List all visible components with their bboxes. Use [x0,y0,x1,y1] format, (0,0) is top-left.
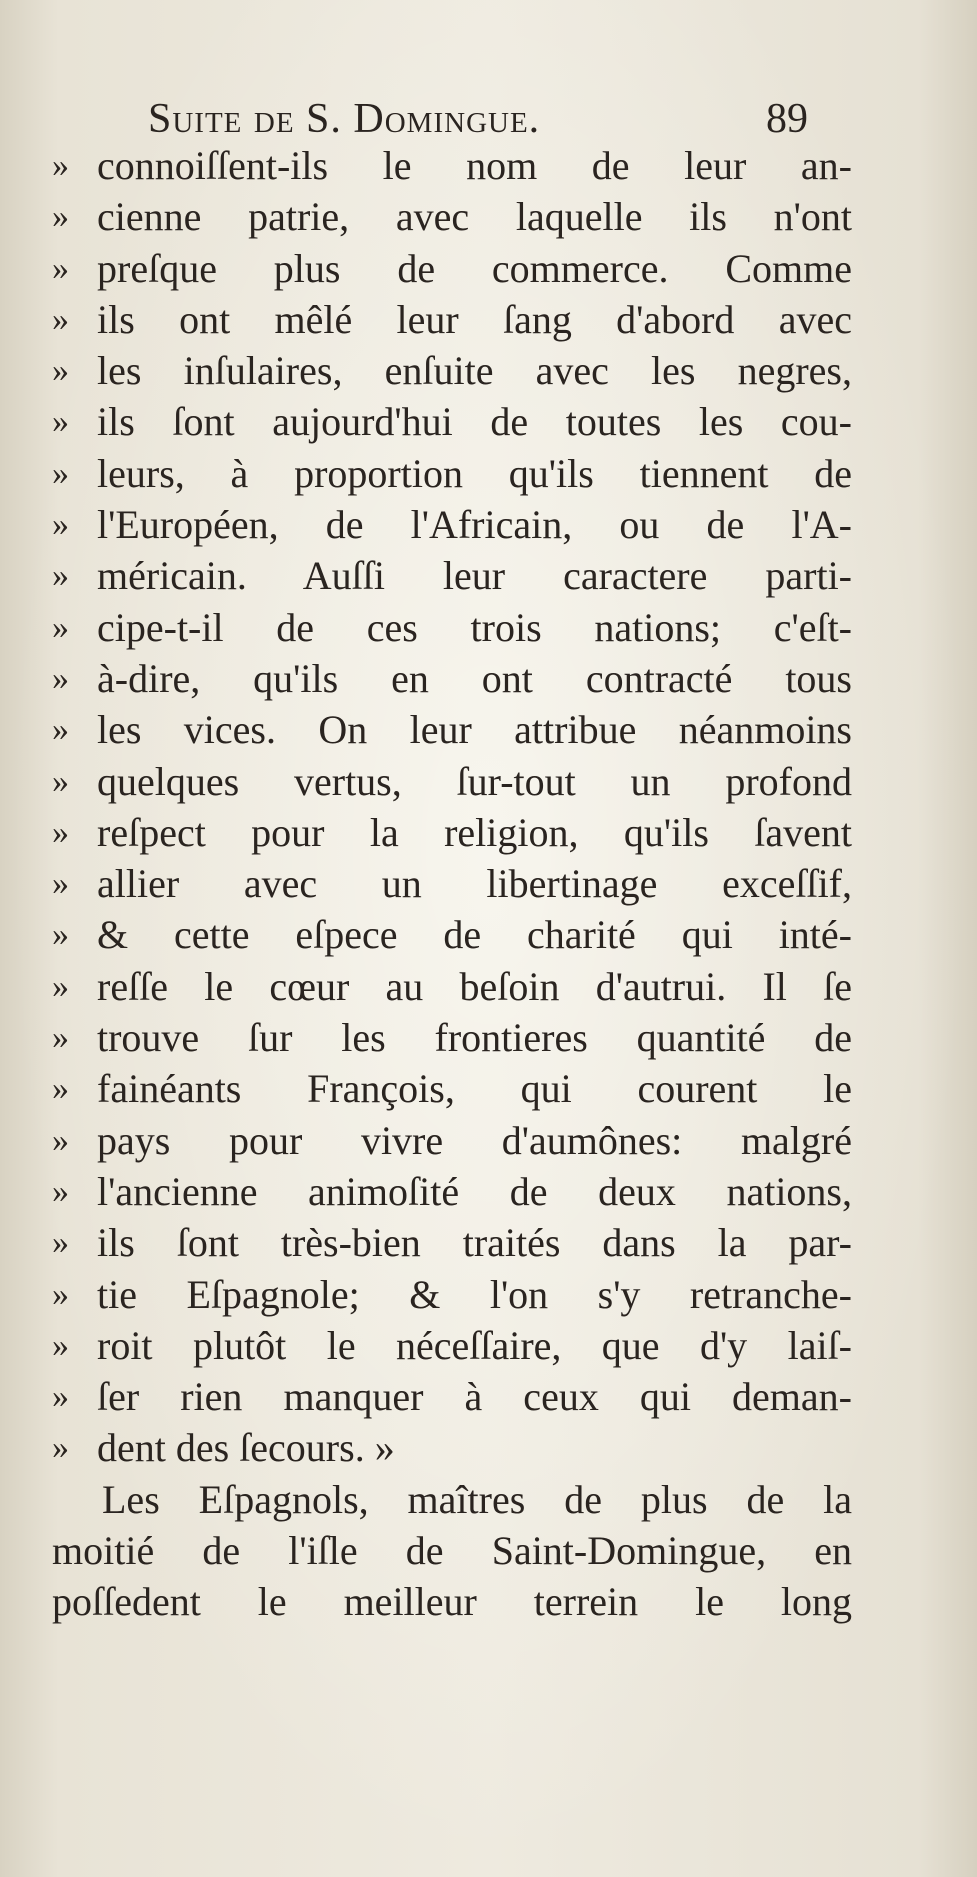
guillemet-mark: » [52,1224,69,1262]
line-text: à-dire, qu'ils en ont contracté tous [97,655,852,701]
quoted-line [52,345,852,396]
line-text: méricain. Auſſi leur caractere parti- [97,553,852,599]
guillemet-mark: » [52,1121,69,1159]
guillemet-mark: » [52,557,69,595]
line-text: moitié de l'iſle de Saint-Domingue, en [52,1528,852,1574]
line-text: quelques vertus, ſur-tout un profond [97,758,852,804]
quoted-line [52,807,852,858]
line-text: connoiſſent-ils le nom de leur an- [97,143,852,188]
quoted-passage [52,140,852,1474]
quoted-line [52,1217,852,1268]
line-text: preſque plus de commerce. Comme [97,245,852,291]
quoted-line [52,602,852,653]
line-text: l'Européen, de l'Africain, ou de l'A- [97,502,852,548]
guillemet-mark: » [52,147,69,184]
guillemet-mark: » [52,300,69,338]
line-text: l'ancienne animoſité de deux nations, [97,1168,852,1214]
line-text: ils ſont très-bien traités dans la par- [97,1220,852,1266]
line-text: fainéants François, qui courent le [97,1066,852,1112]
page-number: 89 [766,96,808,142]
line-text: Les Eſpagnols, maîtres de plus de la [102,1476,852,1522]
line-text: reſpect pour la religion, qu'ils ſavent [97,809,852,855]
guillemet-mark: » [52,813,69,851]
line-text: ils ſont aujourd'hui de toutes les cou- [97,399,852,445]
quoted-line [52,1422,812,1473]
guillemet-mark: » [52,916,69,954]
quoted-line [52,448,852,499]
guillemet-mark: » [52,1429,69,1467]
line-text: leurs, à proportion qu'ils tiennent de [97,450,852,496]
line-text: trouve ſur les frontieres quantité de [97,1015,852,1061]
guillemet-mark: » [52,1378,69,1416]
line-text: les inſulaires, enſuite avec les negres, [97,348,852,394]
guillemet-mark: » [52,506,69,544]
quoted-line [52,243,852,294]
guillemet-mark: » [52,967,69,1005]
quoted-line [52,1269,852,1320]
line-text: allier avec un libertinage exceſſif, [97,861,852,907]
guillemet-mark: » [52,1326,69,1364]
line-text: reſſe le cœur au beſoin d'autrui. Il ſe [97,963,852,1009]
paragraph [52,1474,852,1628]
paragraph-line [52,1474,852,1525]
guillemet-mark: » [52,1172,69,1210]
guillemet-mark: » [52,1070,69,1108]
guillemet-mark: » [52,1275,69,1313]
quoted-line [52,191,852,242]
line-text: tie Eſpagnole; & l'on s'y retranche- [97,1271,852,1317]
line-text: poſſedent le meilleur terrein le long [52,1579,852,1625]
quoted-line [52,704,852,755]
quoted-line [52,294,852,345]
guillemet-mark: » [52,1019,69,1057]
line-text: cienne patrie, avec laquelle ils n'ont [97,194,852,240]
quoted-line [52,1320,852,1371]
quoted-line [52,1012,852,1063]
guillemet-mark: » [52,249,69,287]
guillemet-mark: » [52,659,69,697]
line-text: ils ont mêlé leur ſang d'abord avec [97,296,852,342]
line-text: les vices. On leur attribue néanmoins [97,707,852,753]
line-text: pays pour vivre d'aumônes: malgré [97,1117,852,1163]
guillemet-mark: » [52,762,69,800]
line-text: & cette eſpece de charité qui inté- [97,912,852,958]
quoted-line [52,653,852,704]
paragraph-line [52,1525,852,1576]
quoted-line [52,1063,852,1114]
quoted-line [52,550,852,601]
guillemet-mark: » [52,454,69,492]
quoted-line [52,396,852,447]
line-text: dent des ſecours. » [97,1425,395,1471]
quoted-line [52,1166,852,1217]
quoted-line [52,756,852,807]
quoted-line [52,1115,852,1166]
quoted-line [52,858,852,909]
quoted-line [52,909,852,960]
line-text: ſer rien manquer à ceux qui deman- [97,1374,852,1420]
guillemet-mark: » [52,198,69,236]
line-text: roit plutôt le néceſſaire, que d'y laiſ- [97,1322,852,1368]
guillemet-mark: » [52,403,69,441]
paragraph-line [52,1576,852,1627]
guillemet-mark: » [52,608,69,646]
body-text [52,140,852,1628]
quoted-line [52,140,852,191]
guillemet-mark: » [52,352,69,390]
quoted-line [52,1371,852,1422]
guillemet-mark: » [52,865,69,903]
quoted-line [52,961,852,1012]
quoted-line [52,499,852,550]
running-title: Suite de S. Domingue. [148,96,541,142]
guillemet-mark: » [52,711,69,749]
line-text: cipe-t-il de ces trois nations; c'eſt- [97,604,852,650]
